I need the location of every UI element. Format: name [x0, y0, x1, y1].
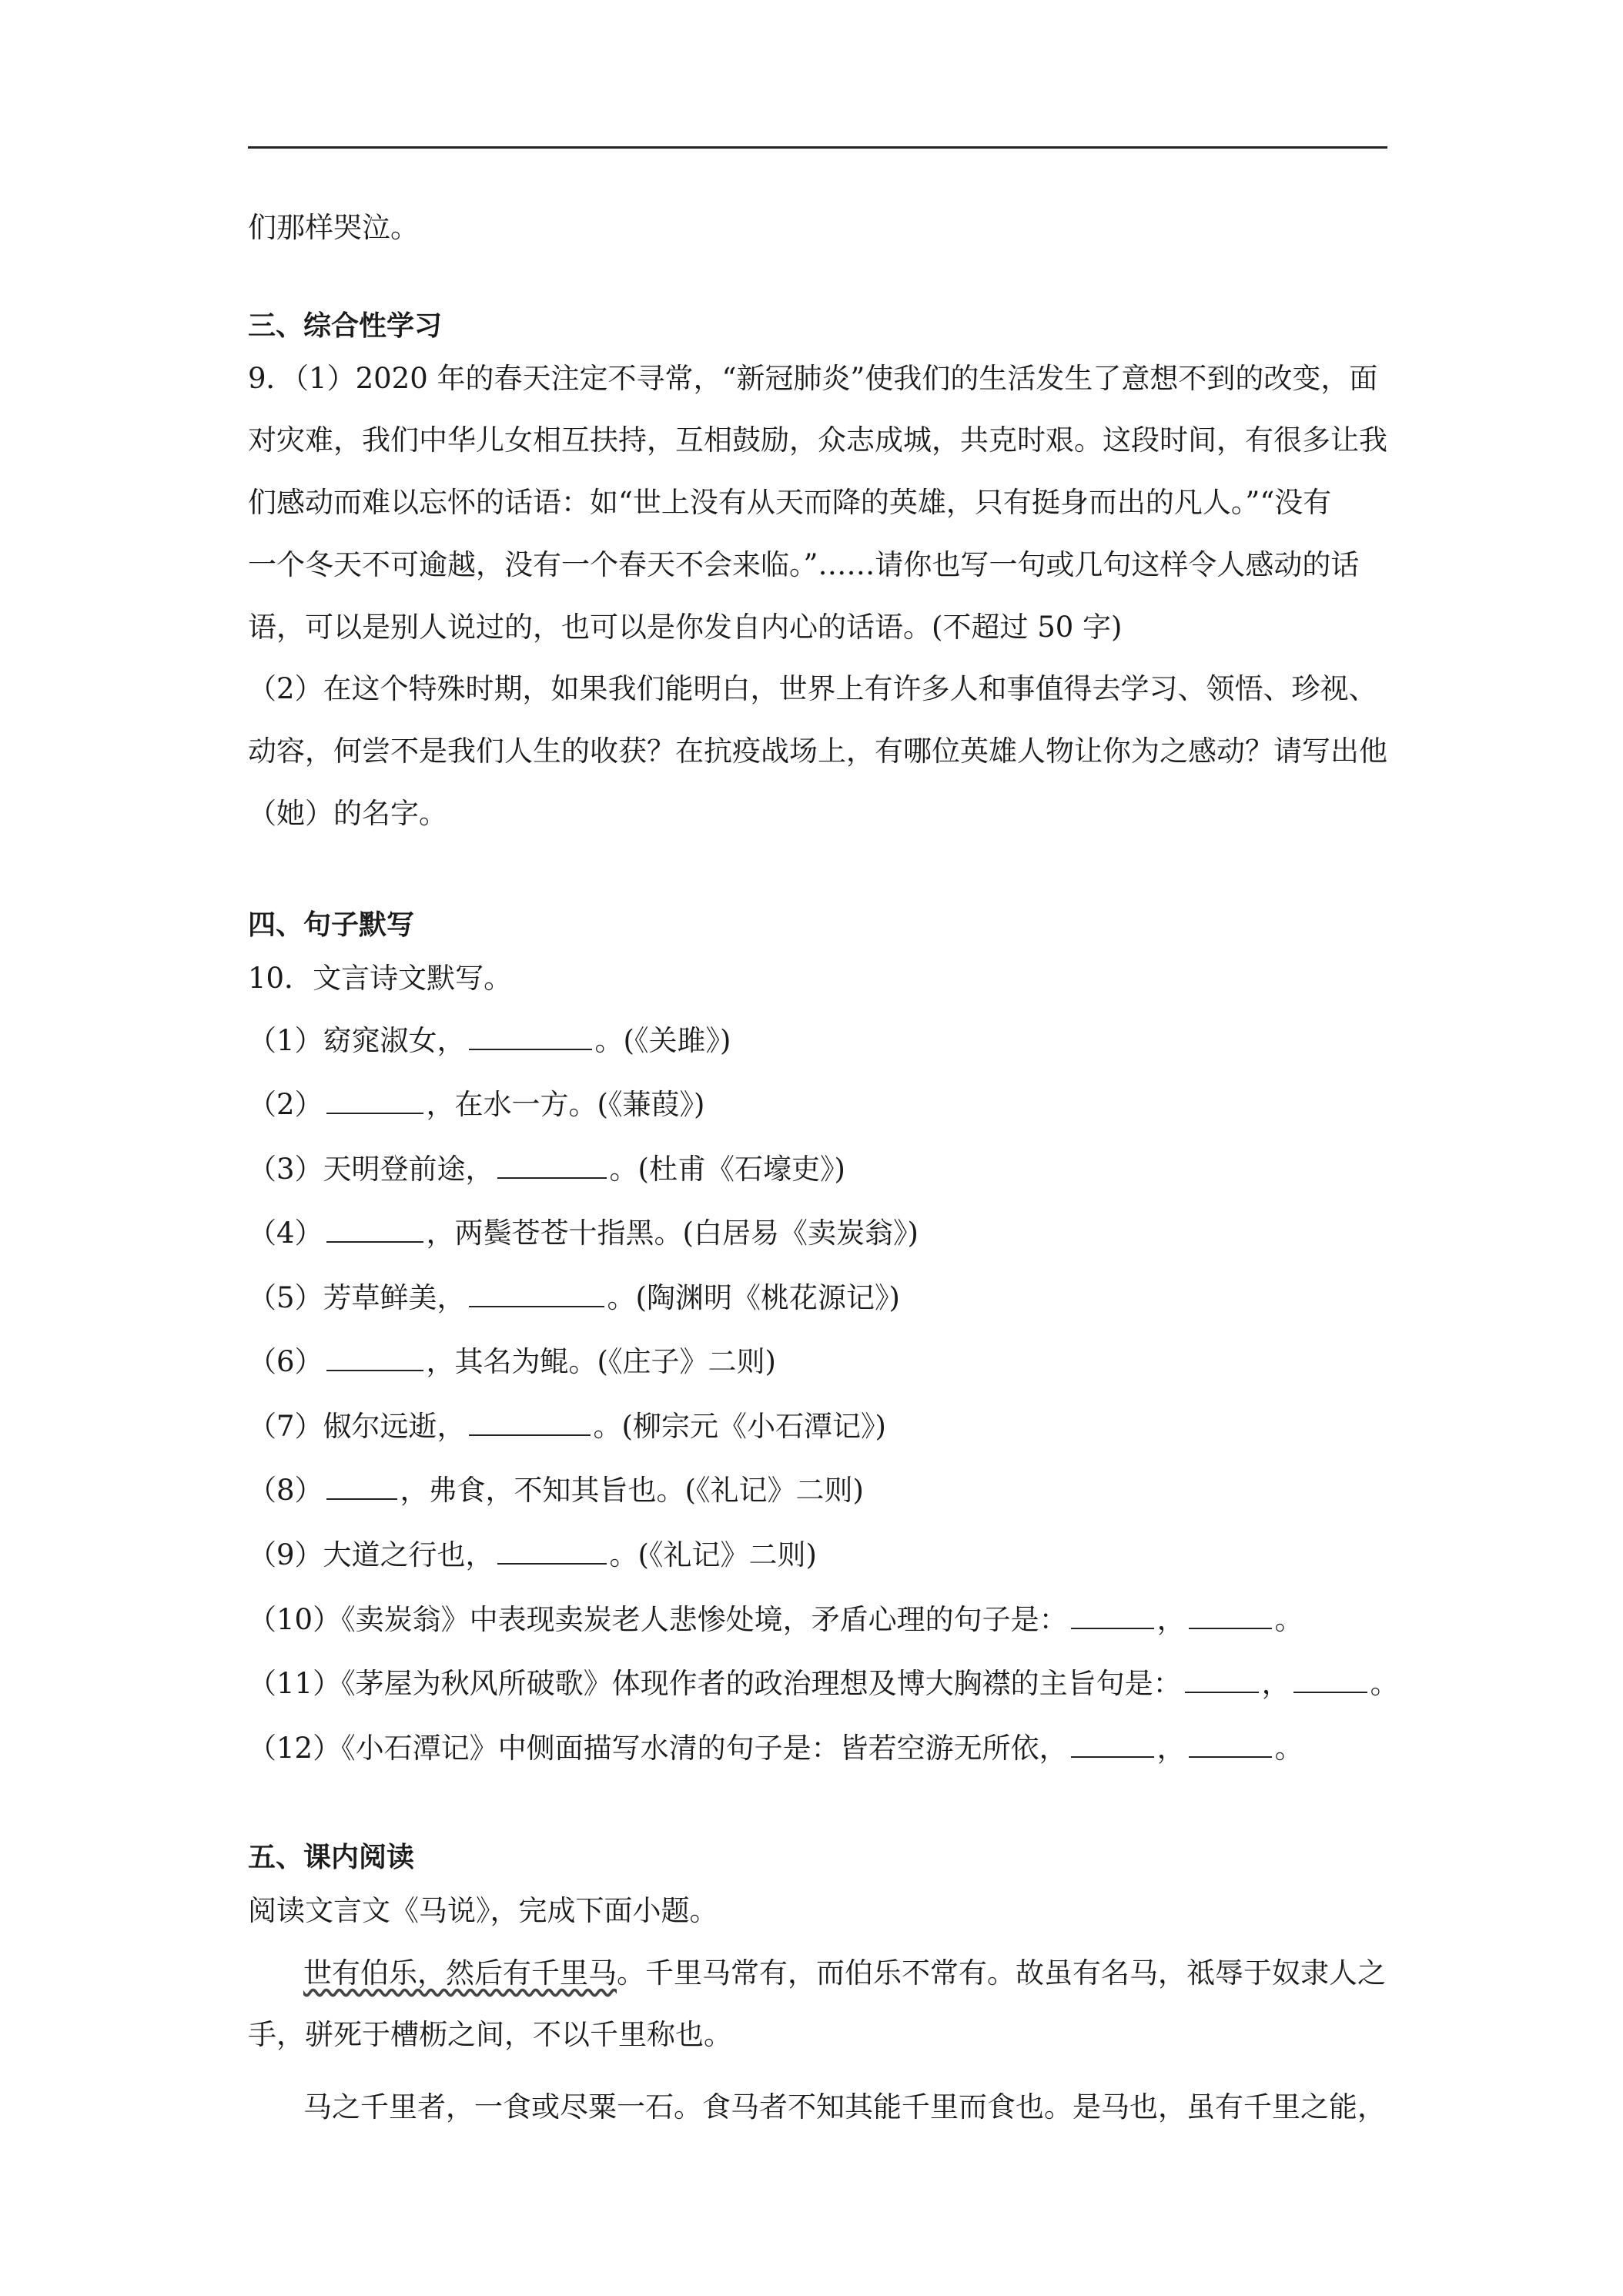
recite-item-3: （3）天明登前途， 。(杜甫《石壕吏》)	[248, 1153, 845, 1186]
q9-line-5: 语，可以是别人说过的，也可以是你发自内心的话语。(不超过 50 字)	[248, 611, 1123, 644]
answer-blank[interactable]	[469, 1408, 591, 1436]
continued-text: 们那样哭泣。	[248, 211, 419, 244]
section-3-title: 三、综合性学习	[248, 310, 443, 342]
section-5-title: 五、课内阅读	[248, 1842, 415, 1873]
recite-item-7: （7）俶尔远逝， 。(柳宗元《小石潭记》)	[248, 1410, 886, 1443]
recite-item-11: （11）《茅屋为秋风所破歌》体现作者的政治理想及博大胸襟的主旨句是： ， 。	[248, 1667, 1399, 1700]
recite-item-6: （6） ，其名为鲲。(《庄子》二则)	[248, 1345, 776, 1378]
recite-item-5: （5）芳草鲜美， 。(陶渊明《桃花源记》)	[248, 1281, 900, 1314]
q9-line-6: （2）在这个特殊时期，如果我们能明白，世界上有许多人和事值得去学习、领悟、珍视、	[248, 672, 1377, 705]
q9-line-8: （她）的名字。	[248, 797, 447, 830]
passage-paragraph-1: 世有伯乐，然后有千里马。千里马常有，而伯乐不常有。故虽有名马，祗辱于奴隶人之	[303, 1956, 1386, 1990]
answer-blank[interactable]	[469, 1022, 592, 1050]
answer-blank[interactable]	[497, 1151, 607, 1179]
section-4-title: 四、句子默写	[248, 909, 415, 941]
recite-item-2: （2） ，在水一方。(《蒹葭》)	[248, 1088, 705, 1121]
q9-line-7: 动容，何尝不是我们人生的收获？在抗疫战场上，有哪位英雄人物让你为之感动？请写出他	[248, 735, 1387, 768]
q9-line-2: 对灾难，我们中华儿女相互扶持，互相鼓励，众志成城，共克时艰。这段时间，有很多让我	[248, 423, 1387, 457]
underlined-sentence: 世有伯乐，然后有千里马	[303, 1956, 617, 1990]
q9-line-3: 们感动而难以忘怀的话语：如“世上没有从天而降的英雄，只有挺身而出的凡人。”“没有	[248, 486, 1332, 519]
answer-blank[interactable]	[326, 1086, 423, 1114]
answer-blank[interactable]	[326, 1344, 423, 1371]
passage-paragraph-2: 马之千里者，一食或尽粟一石。食马者不知其能千里而食也。是马也，虽有千里之能，	[303, 2090, 1386, 2124]
answer-blank[interactable]	[497, 1537, 607, 1565]
answer-blank[interactable]	[326, 1472, 397, 1500]
answer-blank[interactable]	[1293, 1665, 1367, 1693]
q9-line-4: 一个冬天不可逾越，没有一个春天不会来临。”……请你也写一句或几句这样令人感动的话	[248, 548, 1360, 581]
recite-item-4: （4） ，两鬓苍苍十指黑。(白居易《卖炭翁》)	[248, 1217, 919, 1250]
answer-blank[interactable]	[1185, 1665, 1259, 1693]
q9-line-1: 9．（1）2020 年的春天注定不寻常，“新冠肺炎”使我们的生活发生了意想不到的改变，面	[248, 362, 1378, 395]
answer-blank[interactable]	[469, 1280, 604, 1307]
recite-item-9: （9）大道之行也， 。(《礼记》二则)	[248, 1538, 817, 1571]
recite-item-8: （8） ，弗食，不知其旨也。(《礼记》二则)	[248, 1474, 864, 1507]
recite-item-10: （10）《卖炭翁》中表现卖炭老人悲惨处境，矛盾心理的句子是： ， 。	[248, 1603, 1303, 1636]
answer-blank[interactable]	[1189, 1602, 1272, 1629]
recite-item-12: （12）《小石潭记》中侧面描写水清的句子是：皆若空游无所依， ， 。	[248, 1732, 1303, 1765]
passage-paragraph-1-cont: 手，骈死于槽枥之间，不以千里称也。	[248, 2018, 732, 2051]
q10-prompt: 10．文言诗文默写。	[248, 962, 513, 995]
answer-blank[interactable]	[1071, 1602, 1154, 1629]
answer-blank[interactable]	[1189, 1730, 1272, 1758]
recite-item-1: （1）窈窕淑女， 。(《关雎》)	[248, 1024, 731, 1057]
header-rule	[248, 146, 1387, 149]
answer-blank[interactable]	[1071, 1730, 1154, 1758]
reading-intro: 阅读文言文《马说》，完成下面小题。	[248, 1894, 718, 1927]
answer-blank[interactable]	[326, 1215, 423, 1243]
